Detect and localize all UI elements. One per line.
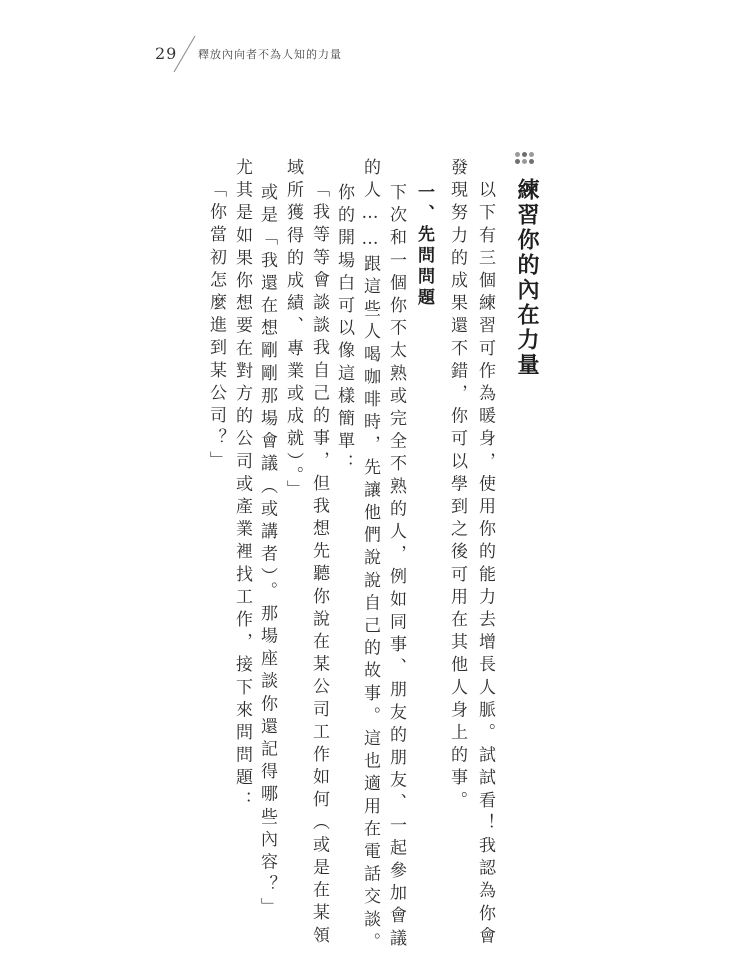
intro-line-1: 以下有三個練習可作為暖身，使用你的能力去增長人脈。試試看！我認為你會 <box>475 158 495 949</box>
section-line-8: 「你當初怎麼進到某公司？」 <box>206 180 226 474</box>
section-line-5: 域所獲得的成績、專業或成就）。」 <box>283 158 303 503</box>
section-line-3: 你的開場白可以像這樣簡單： <box>334 183 354 477</box>
section-heading: 一、先問問題 <box>414 183 434 309</box>
intro-line-2: 發現努力的成果還不錯，你可以學到之後可用在其他人身上的事。 <box>447 158 467 814</box>
dots-icon <box>515 152 535 172</box>
section-line-6: 或是「我還在想剛剛那場會議（或講者）。那場座談你還記得哪些內容？」 <box>257 183 277 921</box>
exercise-title: 練習你的內在力量 <box>514 178 539 378</box>
section-line-4: 「我等等會談談我自己的事，但我想先聽你說在某公司工作如何（或是在某領 <box>309 180 329 949</box>
page-number: 29 <box>155 44 178 63</box>
running-title: 釋放內向者不為人知的力量 <box>198 48 342 61</box>
section-line-1: 下次和一個你不太熟或完全不熟的人，例如同事、朋友的朋友、一起參加會議 <box>386 183 406 952</box>
header-divider <box>168 34 198 74</box>
section-line-2: 的人……跟這些人喝咖啡時，先讓他們說說自己的故事。這也適用在電話交談。 <box>360 158 380 955</box>
section-line-7: 尤其是如果你想要在對方的公司或產業裡找工作，接下來問問題： <box>232 158 252 814</box>
